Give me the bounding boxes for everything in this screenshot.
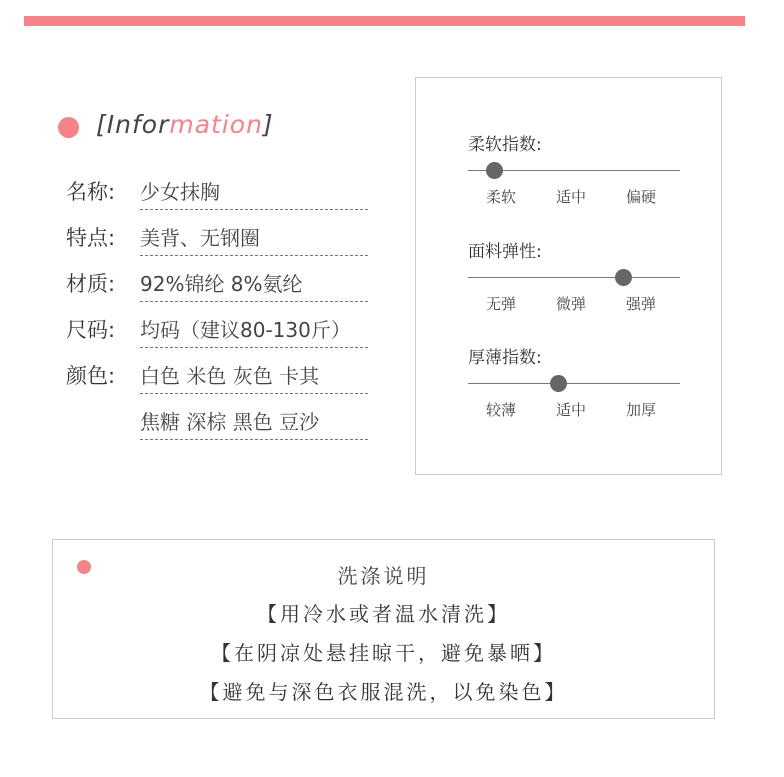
index-options — [486, 186, 656, 207]
index-option: 适中 — [555, 401, 586, 419]
spec-divider — [140, 439, 368, 440]
spec-label: 材质: — [66, 272, 116, 296]
index-option: 加厚 — [625, 401, 656, 419]
washing-instructions-box — [52, 539, 715, 719]
spec-label: 名称: — [66, 180, 116, 204]
index-title: 面料弹性: — [468, 242, 542, 262]
top-accent-bar — [24, 16, 745, 26]
index-option: 微弹 — [555, 295, 586, 313]
index-track — [468, 277, 680, 278]
index-option: 偏硬 — [625, 188, 656, 206]
spec-divider — [140, 255, 368, 256]
index-option: 强弹 — [625, 295, 656, 313]
spec-divider — [140, 209, 368, 210]
info-heading-suffix: ] — [262, 110, 274, 139]
washing-title: 洗涤说明 — [337, 564, 430, 588]
spec-value: 均码（建议80-130斤） — [140, 318, 351, 342]
index-panel — [415, 77, 722, 475]
spec-label: 特点: — [66, 226, 116, 250]
index-option: 柔软 — [486, 188, 517, 206]
elasticity-index — [468, 237, 680, 327]
spec-value: 少女抹胸 — [140, 180, 220, 204]
spec-divider — [140, 393, 368, 394]
thickness-index — [468, 343, 680, 433]
index-knob — [615, 269, 632, 286]
washing-line: 【避免与深色衣服混洗，以免染色】 — [199, 680, 568, 704]
spec-label: 颜色: — [66, 364, 116, 388]
index-title: 柔软指数: — [468, 135, 542, 155]
index-track — [468, 383, 680, 384]
index-option: 适中 — [555, 188, 586, 206]
spec-label: 尺码: — [66, 318, 116, 342]
spec-value: 白色 米色 灰色 卡其 — [140, 364, 320, 388]
softness-index — [468, 130, 680, 220]
washing-line: 【用冷水或者温水清洗】 — [257, 602, 510, 626]
spec-divider — [140, 347, 368, 348]
spec-value: 焦糖 深棕 黑色 豆沙 — [140, 410, 320, 434]
index-options — [486, 399, 656, 420]
index-options — [486, 293, 656, 314]
index-title: 厚薄指数: — [468, 348, 542, 368]
info-bullet-dot — [58, 117, 79, 138]
washing-line: 【在阴凉处悬挂晾干，避免暴晒】 — [211, 641, 556, 665]
info-heading — [96, 110, 274, 139]
index-option: 较薄 — [486, 401, 517, 419]
info-heading-accent: mation — [169, 110, 263, 139]
spec-value: 92%锦纶 8%氨纶 — [140, 272, 303, 296]
spec-value: 美背、无钢圈 — [140, 226, 260, 250]
spec-divider — [140, 301, 368, 302]
index-option: 无弹 — [486, 295, 517, 313]
index-knob — [550, 375, 567, 392]
index-knob — [486, 162, 503, 179]
info-heading-prefix: [Infor — [96, 110, 170, 139]
